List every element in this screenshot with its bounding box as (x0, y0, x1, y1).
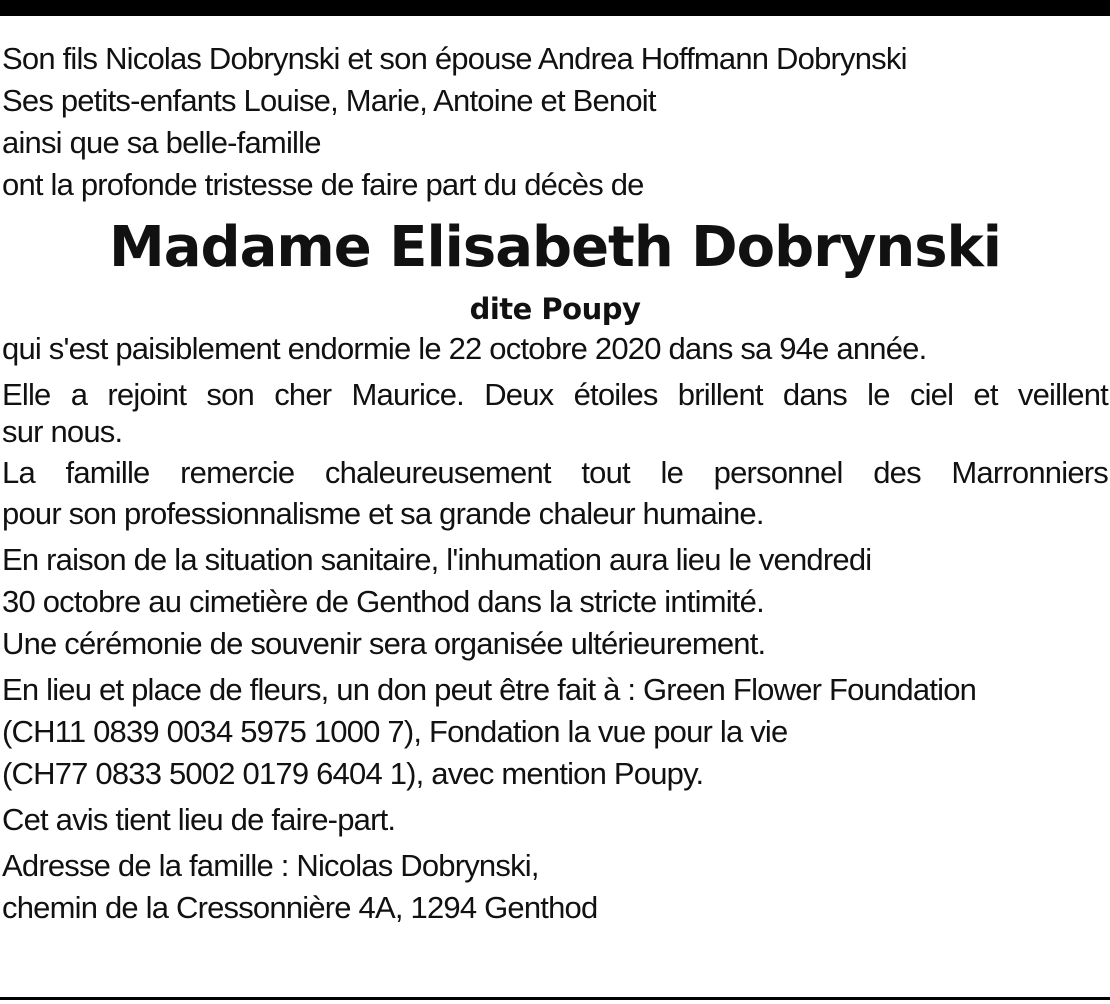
death-notice (2, 38, 1108, 929)
paragraph-line: pour son professionnalisme et sa grande chaleur humaine. (2, 496, 764, 531)
deceased-name: Madame Elisabeth Dobrynski (109, 215, 1001, 280)
bottom-border-rule (0, 997, 1110, 1000)
paragraph-line: (CH11 0839 0034 5975 1000 7), Fondation la vue pour la vie (2, 714, 788, 749)
intro-line-announcement: ont la profonde tristesse de faire part du décès de (2, 167, 644, 202)
paragraph-burial (2, 535, 1108, 665)
paragraph-line: Une cérémonie de souvenir sera organisée ultérieurement. (2, 626, 766, 661)
paragraph-line: chemin de la Cressonnière 4A, 1294 Genthod (2, 890, 598, 925)
paragraph-line: En raison de la situation sanitaire, l'inhumation aura lieu le vendredi (2, 542, 872, 577)
paragraph-maurice (2, 370, 1108, 448)
paragraph-line: La famille remercie chaleureusement tout le personnel des Marronniers (2, 455, 1108, 490)
paragraph-line: sur nous. (2, 414, 123, 449)
deceased-nickname: dite Poupy (469, 292, 641, 326)
intro-block (2, 38, 1108, 206)
paragraph-line: Cet avis tient lieu de faire-part. (2, 802, 396, 837)
paragraph-thanks (2, 448, 1108, 535)
paragraph-line: Adresse de la famille : Nicolas Dobrynski, (2, 848, 539, 883)
intro-line-in-laws: ainsi que sa belle-famille (2, 125, 321, 160)
paragraph-line: Elle a rejoint son cher Maurice. Deux étoiles brillent dans le ciel et veillent (2, 377, 1108, 412)
paragraph-line: (CH77 0833 5002 0179 6404 1), avec mention Poupy. (2, 756, 704, 791)
intro-line-grandchildren: Ses petits-enfants Louise, Marie, Antoine et Benoit (2, 83, 656, 118)
paragraph-donations (2, 665, 1108, 795)
paragraph-line: 30 octobre au cimetière de Genthod dans la stricte intimité. (2, 584, 764, 619)
paragraph-family-address (2, 841, 1108, 929)
paragraph-passing (2, 328, 1108, 370)
intro-line-family: Son fils Nicolas Dobrynski et son épouse Andrea Hoffmann Dobrynski (2, 41, 907, 76)
top-border-rule (0, 0, 1110, 16)
paragraph-line: En lieu et place de fleurs, un don peut être fait à : Green Flower Foundation (2, 672, 977, 707)
paragraph-line: qui s'est paisiblement endormie le 22 octobre 2020 dans sa 94e année. (2, 331, 927, 366)
paragraph-notice-statement (2, 795, 1108, 841)
